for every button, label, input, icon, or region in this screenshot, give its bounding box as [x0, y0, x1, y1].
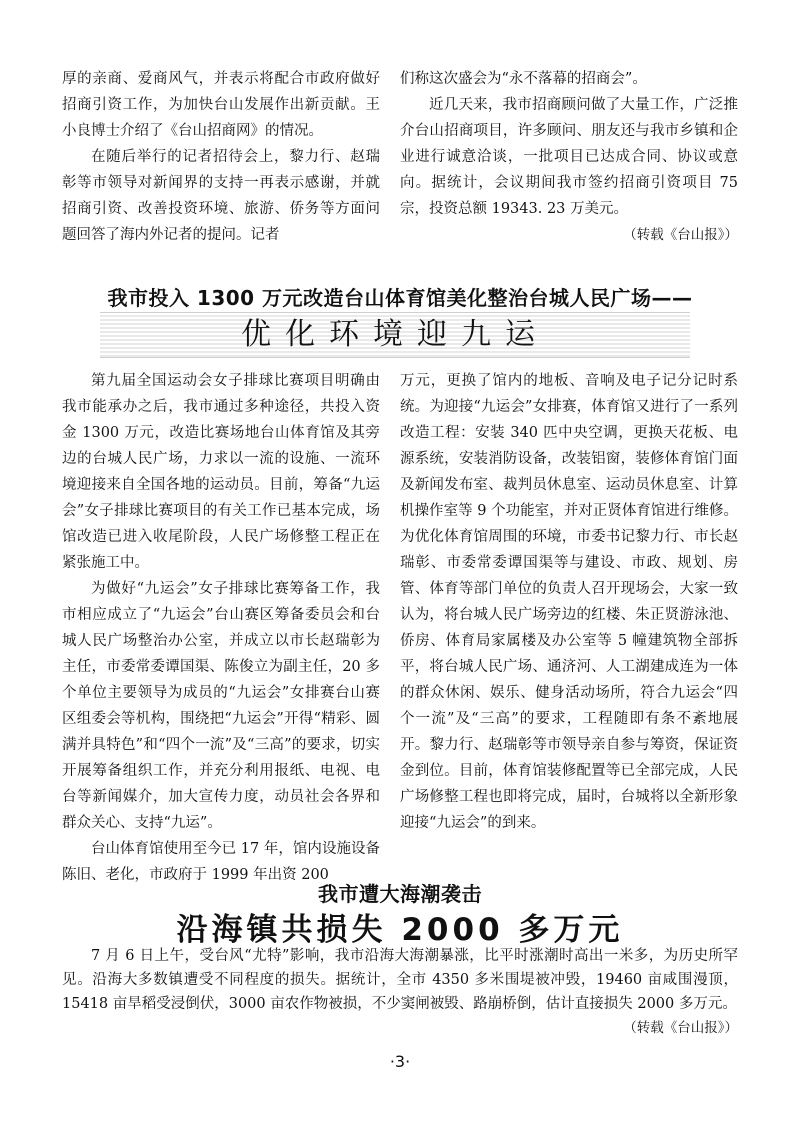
paragraph: 近几天来，我市招商顾问做了大量工作，广泛推介台山招商项目，许多顾问、朋友还与我市乡镇和企业进行诚意洽谈，一批项目已达成合同、协议或意向。据统计，会议期间我市签约招商引资项目 75 宗，投资总额 19343. 23 万美元。 — [400, 97, 738, 217]
source-credit: （转载《台山报》） — [623, 1020, 738, 1036]
paragraph: 在随后举行的记者招待会上，黎力行、赵瑞彰等市领导对新闻界的支持一再表示感谢，并就招商引资、改善投资环境、旅游、侨务等方面问题回答了海内外记者的提问。记者 — [62, 149, 380, 243]
article1-subtitle: 我市投入 1300 万元改造台山体育馆美化整治台城人民广场—— — [107, 286, 693, 310]
source-credit: （转载《台山报》） — [623, 227, 738, 243]
article2-body — [62, 944, 738, 1040]
paragraph: 厚的亲商、爱商风气，并表示将配合市政府做好招商引资工作，为加快台山发展作出新贡献。王小良博士介绍了《台山招商网》的情况。 — [62, 71, 380, 139]
top-left-column — [62, 66, 380, 248]
article1-left-column — [62, 368, 380, 888]
paragraph: 们称这次盛会为“永不落幕的招商会”。 — [400, 71, 647, 87]
paragraph: 台山体育馆使用至今已 17 年，馆内设施设备陈旧、老化，市政府于 1999 年出资 200 — [62, 841, 380, 883]
top-right-column — [400, 66, 738, 248]
paragraph: 第九届全国运动会女子排球比赛项目明确由我市能承办之后，我市通过多种途径，共投入资金 1300 万元，改造比赛场地台山体育馆及其旁边的台城人民广场，力求以一流的设施、一流环境迎接来自全国各地的运动员。目前，筹备“九运会”女子排球比赛项目的有关工作已基本完成，场馆改造已进入收尾阶段，人民广场修整工程正在紧张施工中。 — [62, 373, 380, 571]
article1-right-column — [400, 368, 738, 836]
article2-title: 沿海镇共损失 2000 多万元 — [176, 912, 624, 948]
paragraph: 7 月 6 日上午，受台风“尤特”影响，我市沿海大海潮暴涨，比平时涨潮时高出一米多，为历史所罕见。沿海大多数镇遭受不同程度的损失。据统计，全市 4350 多米围堤被冲毁，19460 亩咸围漫顶，15418 亩旱稻受浸倒伏，3000 亩农作物被损，不少窦闸被毁、路崩桥倒，估计直接损失 2000 多万元。 — [62, 948, 738, 1012]
article1-title-banner — [100, 312, 690, 358]
paragraph: 万元，更换了馆内的地板、音响及电子记分记时系统。为迎接“九运会”女排赛，体育馆又进行了一系列改造工程：安装 340 匹中央空调，更换天花板、电源系统，安装消防设备，改装铝窗，装修体育馆门面及新闻发布室、裁判员休息室、运动员休息室、计算机操作室等 9 个功能室，并对正贤体育馆进行维修。为优化体育馆周围的环境，市委书记黎力行、市长赵瑞彰、市委常委谭国渠等与建设、市政、规划、房管、体育等部门单位的负责人召开现场会，大家一致认为，将台城人民广场旁边的红楼、朱正贤游泳池、侨房、体育局家属楼及办公室等 5 幢建筑物全部拆平，将台城人民广场、通济河、人工湖建成连为一体的群众休闲、娱乐、健身活动场所，符合九运会“四个一流”及“三高”的要求，工程随即有条不紊地展开。黎力行、赵瑞彰等市领导亲自参与筹资，保证资金到位。目前，体育馆装修配置等已全部完成，人民广场修整工程也即将完成，届时，台城将以全新形象迎接“九运会”的到来。 — [400, 373, 738, 831]
article1-title: 优化环境迎九运 — [241, 317, 549, 352]
paragraph: 为做好“九运会”女子排球比赛筹备工作，我市相应成立了“九运会”台山赛区筹备委员会和台城人民广场整治办公室，并成立以市长赵瑞彰为主任，市委常委谭国渠、陈俊立为副主任，20 多个单位主要领导为成员的“九运会”女排赛台山赛区组委会等机构，围绕把“九运会”开得“精彩、圆满并具特色”和“四个一流”及“三高”的要求，切实开展筹备组织工作，并充分利用报纸、电视、电台等新闻媒介，加大宣传力度，动员社会各界和群众关心、支持“九运”。 — [62, 581, 380, 831]
article2-subtitle: 我市遭大海潮袭击 — [318, 882, 482, 906]
page-number: ·3· — [389, 1052, 411, 1071]
